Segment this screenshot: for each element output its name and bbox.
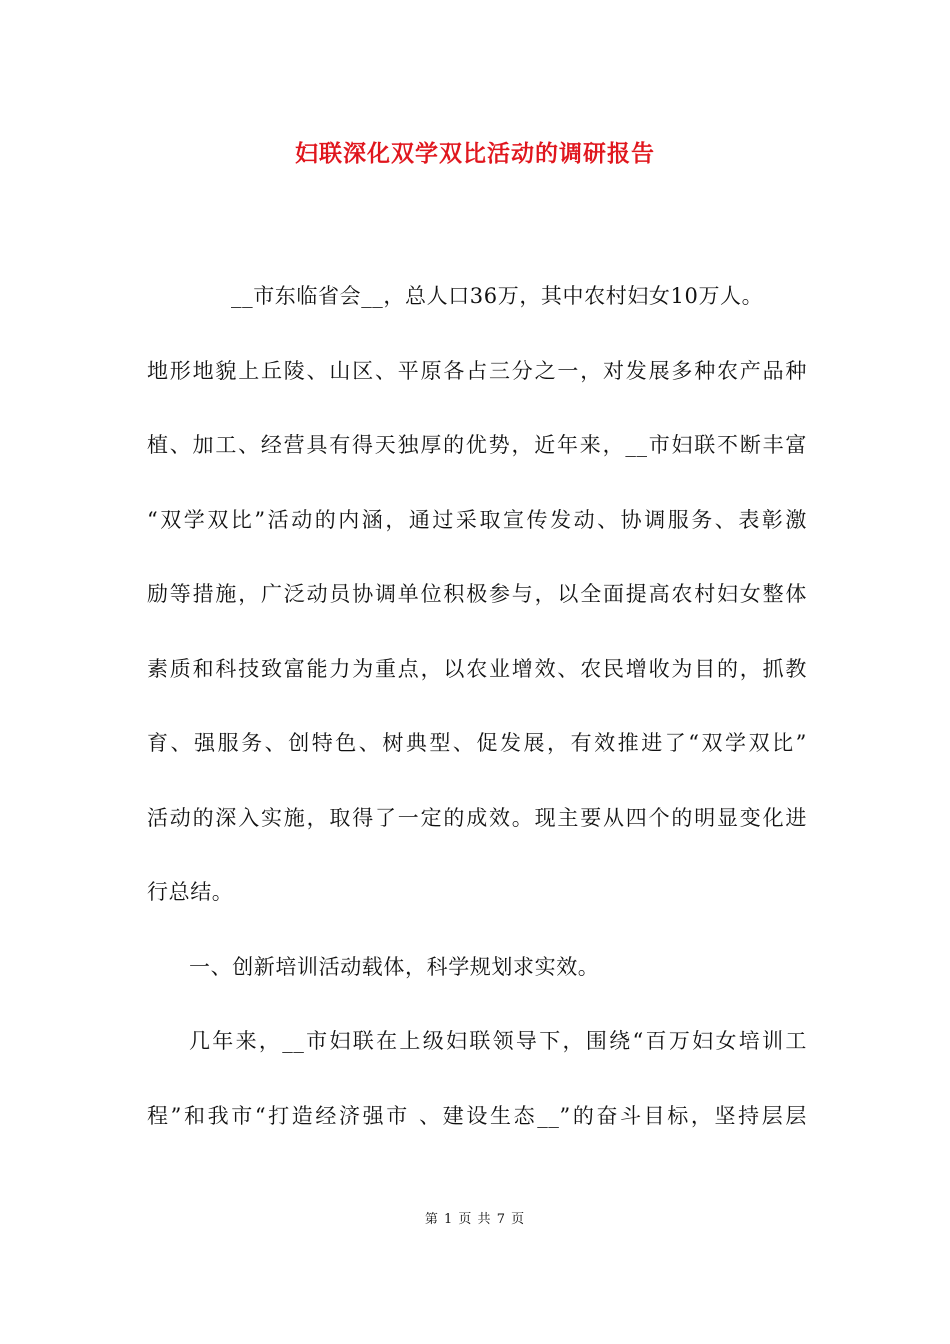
paragraph-line: __市东临省会__，总人口36万，其中农村妇女10万人。 <box>231 284 764 308</box>
paragraph-line: 程”和我市“打造经济强市 、建设生态__”的奋斗目标，坚持层层 <box>147 1103 807 1128</box>
document-body <box>147 278 807 1172</box>
paragraph-line: 活动的深入实施，取得了一定的成效。现主要从四个的明显变化进 <box>147 805 807 830</box>
paragraph-line: 行总结。 <box>147 880 234 904</box>
paragraph-line: 地形地貌上丘陵、山区、平原各占三分之一，对发展多种农产品种 <box>147 358 807 383</box>
section-heading: 一、创新培训活动载体，科学规划求实效。 <box>189 954 600 979</box>
page-footer: 第 1 页 共 7 页 <box>424 1212 526 1227</box>
paragraph-line: 植、加工、经营具有得天独厚的优势，近年来，__市妇联不断丰富 <box>147 433 807 457</box>
paragraph-line: 几年来，__市妇联在上级妇联领导下，围绕“百万妇女培训工 <box>189 1029 807 1053</box>
paragraph-line: 育、强服务、创特色、树典型、促发展，有效推进了“双学双比” <box>147 731 807 755</box>
paragraph-line: 励等措施，广泛动员协调单位积极参与，以全面提高农村妇女整体 <box>147 582 807 606</box>
paragraph-line: “双学双比”活动的内涵，通过采取宣传发动、协调服务、表彰激 <box>147 507 807 532</box>
paragraph-line: 素质和科技致富能力为重点，以农业增效、农民增收为目的，抓教 <box>147 656 807 681</box>
document-title: 妇联深化双学双比活动的调研报告 <box>295 140 655 167</box>
